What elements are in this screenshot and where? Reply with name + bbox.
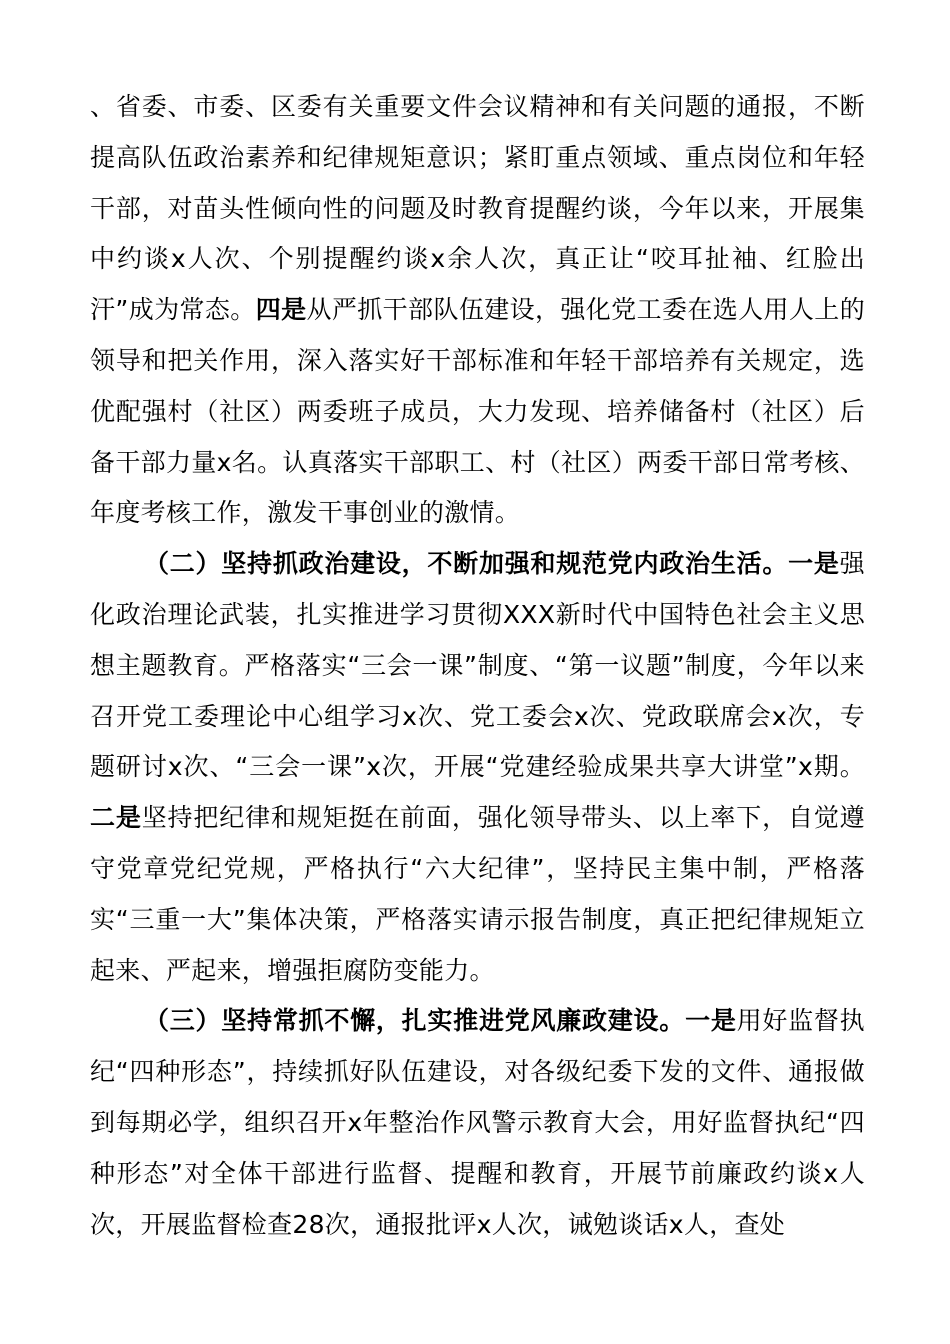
section-3-point-1-text: 用好监督执纪“四种形态”，持续抓好队伍建设，对各级纪委下发的文件、通报做到每期必学，组织召开x年整治作风警示教育大会，用好监督执纪“四种形态”对全体干部进行监督、提醒和教育，开展节前廉政约谈x人次，开展监督检查28次，通报批评x人次，诫勉谈话x人，查处 bbox=[90, 1006, 865, 1239]
section-2-paragraph bbox=[90, 539, 865, 996]
section-2-point-2-text: 坚持把纪律和规矩挺在前面，强化领导带头、以上率下，自觉遵守党章党纪党规，严格执行“六大纪律”，坚持民主集中制，严格落实“三重一大”集体决策，严格落实请示报告制度，真正把纪律规矩立起来、严起来，增强拒腐防变能力。 bbox=[90, 803, 865, 985]
section-3-point-1-label: 一是 bbox=[685, 1006, 737, 1036]
section-2-point-1-label: 一是 bbox=[788, 549, 840, 579]
section-3-paragraph bbox=[90, 996, 865, 1250]
section-2-point-2-label: 二是 bbox=[90, 803, 142, 833]
paragraph-1 bbox=[90, 82, 865, 539]
section-2-heading: （二）坚持抓政治建设，不断加强和规范党内政治生活。 bbox=[144, 549, 789, 579]
paragraph-1-text-a: 、省委、市委、区委有关重要文件会议精神和有关问题的通报，不断提高队伍政治素养和纪律规矩意识；紧盯重点领域、重点岗位和年轻干部，对苗头性倾向性的问题及时教育提醒约谈，今年以来，开展集中约谈x人次、个别提醒约谈x余人次，真正让“咬耳扯袖、红脸出汗”成为常态。 bbox=[90, 92, 865, 325]
section-3-heading: （三）坚持常抓不懈，扎实推进党风廉政建设。 bbox=[144, 1006, 686, 1036]
paragraph-1-text-b: 从严抓干部队伍建设，强化党工委在选人用人上的领导和把关作用，深入落实好干部标准和年轻干部培养有关规定，选优配强村（社区）两委班子成员，大力发现、培养储备村（社区）后备干部力量x名。认真落实干部职工、村（社区）两委干部日常考核、年度考核工作，激发干事创业的激情。 bbox=[90, 295, 865, 528]
document-body bbox=[90, 82, 865, 1250]
paragraph-1-point-4-label: 四是 bbox=[255, 295, 307, 325]
section-2-point-1-text: 强化政治理论武装，扎实推进学习贯彻XXX新时代中国特色社会主义思想主题教育。严格落实“三会一课”制度、“第一议题”制度，今年以来召开党工委理论中心组学习x次、党工委会x次、党政联席会x次，专题研讨x次、“三会一课”x次，开展“党建经验成果共享大讲堂”x期。 bbox=[90, 549, 865, 782]
